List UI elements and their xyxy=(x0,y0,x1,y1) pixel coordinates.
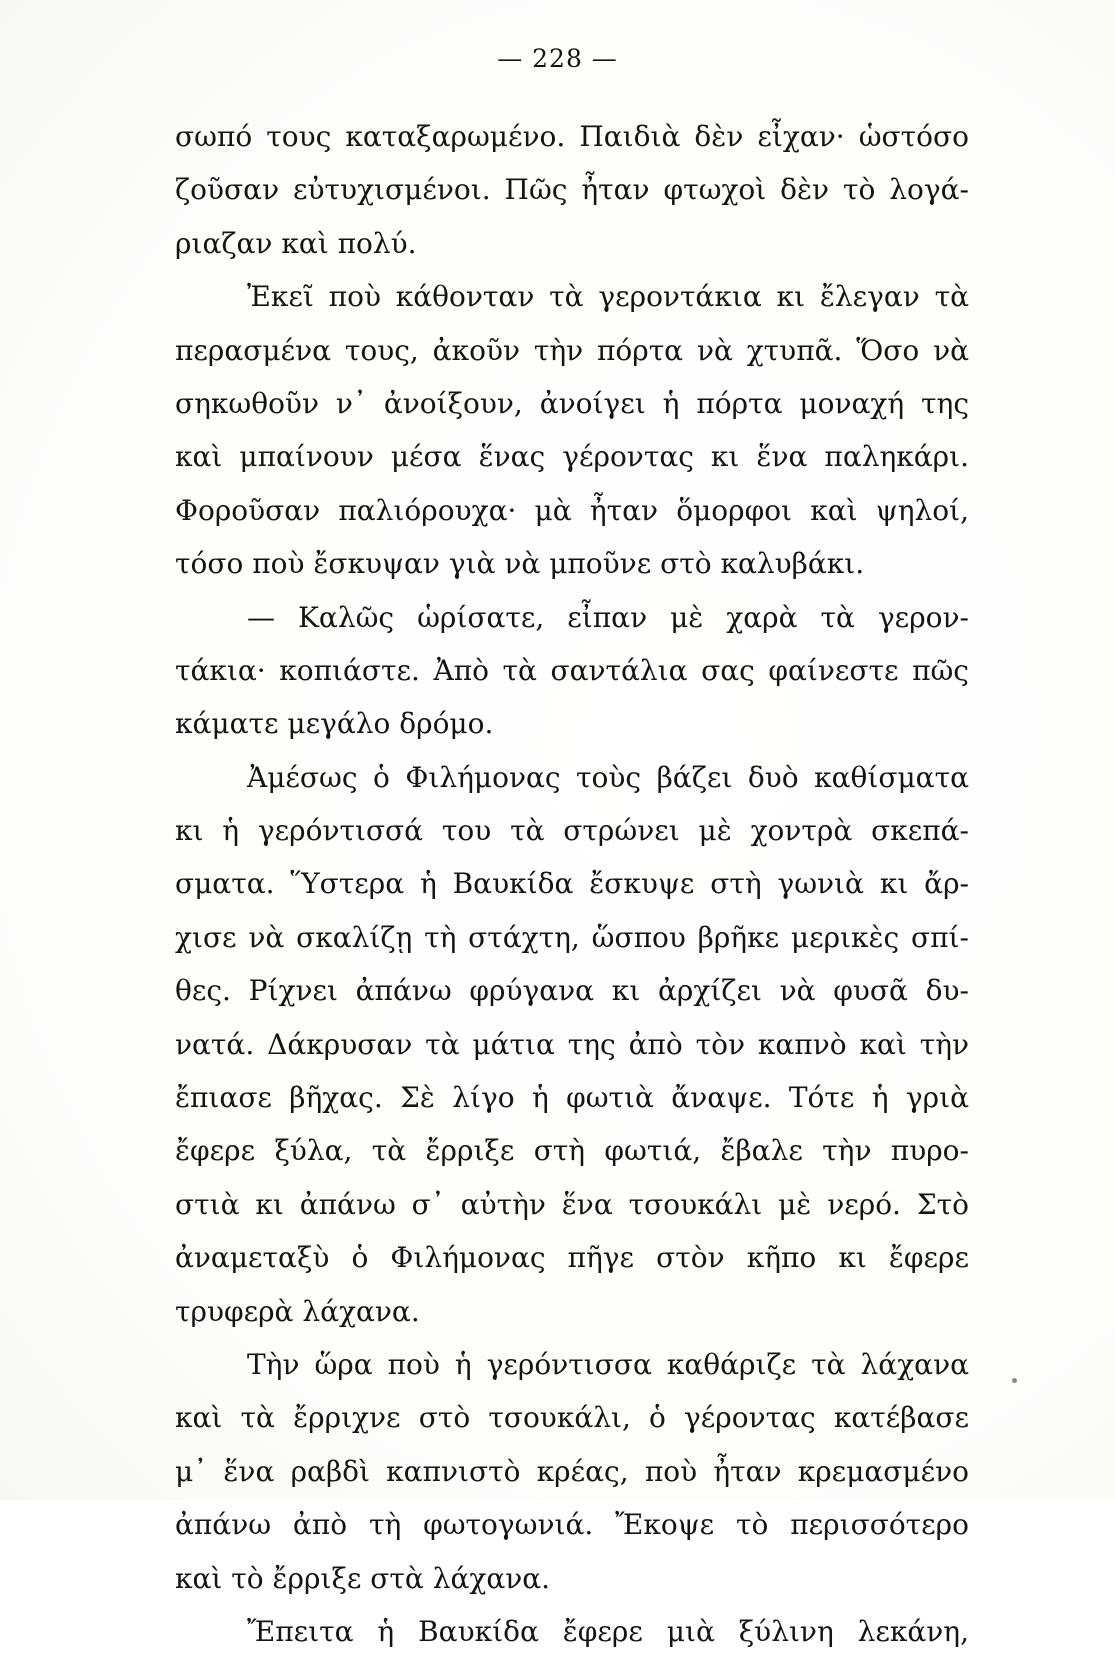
text-line: ἀναμεταξὺ ὁ Φιλήμονας πῆγε στὸν κῆπο κι ἔφερε xyxy=(175,1241,969,1275)
text-line: ριαζαν καὶ πολύ. xyxy=(175,226,417,260)
text-line: τάκια· κοπιάστε. Ἀπὸ τὰ σαντάλια σας φαίνεστε πῶς xyxy=(175,653,969,687)
text-line: Ἀμέσως ὁ Φιλήμονας τοὺς βάζει δυὸ καθίσματα xyxy=(247,760,969,794)
text-line: ἔφερε ξύλα, τὰ ἔρριξε στὴ φωτιά, ἔβαλε τὴν πυρο- xyxy=(175,1134,969,1168)
text-line: σωπό τους καταξαρωμένο. Παιδιὰ δὲν εἶχαν· ὡστόσο xyxy=(175,120,969,153)
text-line: καὶ μπαίνουν μέσα ἕνας γέροντας κι ἕνα παληκάρι. xyxy=(175,440,969,474)
text-line: Φοροῦσαν παλιόρουχα· μὰ ἦταν ὅμορφοι καὶ ψηλοί, xyxy=(175,493,969,527)
text-line: Ἔπειτα ἡ Βαυκίδα ἔφερε μιὰ ξύλινη λεκάνη, xyxy=(247,1614,969,1648)
text-line: σματα. Ὕστερα ἡ Βαυκίδα ἔσκυψε στὴ γωνιὰ κι ἄρ- xyxy=(175,867,969,901)
text-line: μ᾿ ἕνα ραβδὶ καπνιστὸ κρέας, ποὺ ἦταν κρεμασμένο xyxy=(175,1454,969,1488)
text-line: τόσο ποὺ ἔσκυψαν γιὰ νὰ μποῦνε στὸ καλυβάκι. xyxy=(175,547,865,581)
text-line: τρυφερὰ λάχανα. xyxy=(175,1294,420,1328)
body-text xyxy=(175,110,969,1658)
text-line: Τὴν ὥρα ποὺ ἡ γερόντισσα καθάριζε τὰ λάχανα xyxy=(247,1347,969,1381)
text-line: καὶ τὸ ἔρριξε στὰ λάχανα. xyxy=(175,1561,551,1595)
text-line: θες. Ρίχνει ἀπάνω φρύγανα κι ἀρχίζει νὰ φυσᾶ δυ- xyxy=(175,974,969,1008)
text-line: — Καλῶς ὡρίσατε, εἶπαν μὲ χαρὰ τὰ γερον- xyxy=(247,600,969,634)
text-line: περασμένα τους, ἀκοῦν τὴν πόρτα νὰ χτυπᾶ. Ὅσο νὰ xyxy=(175,333,969,367)
text-line: στιὰ κι ἀπάνω σ᾿ αὐτὴν ἕνα τσουκάλι μὲ νερό. Στὸ xyxy=(175,1187,969,1221)
text-line: ζοῦσαν εὐτυχισμένοι. Πῶς ἦταν φτωχοὶ δὲν τὸ λογά- xyxy=(175,173,969,207)
text-line: σηκωθοῦν ν᾿ ἀνοίξουν, ἀνοίγει ἡ πόρτα μοναχή της xyxy=(175,386,969,420)
text-line: νατά. Δάκρυσαν τὰ μάτια της ἀπὸ τὸν καπνὸ καὶ τὴν xyxy=(175,1027,969,1061)
text-line: Ἐκεῖ ποὺ κάθονταν τὰ γεροντάκια κι ἔλεγαν τὰ xyxy=(247,280,969,314)
text-line: ἔπιασε βῆχας. Σὲ λίγο ἡ φωτιὰ ἄναψε. Τότε ἡ γριὰ xyxy=(175,1081,969,1115)
page-number: — 228 — xyxy=(497,44,618,73)
text-line: ἀπάνω ἀπὸ τὴ φωτογωνιά. Ἔκοψε τὸ περισσότερο xyxy=(175,1508,969,1542)
text-line: χισε νὰ σκαλίζῃ τὴ στάχτη, ὥσπου βρῆκε μερικὲς σπί- xyxy=(175,920,969,954)
paper-speck xyxy=(1012,1378,1017,1383)
text-line: καὶ τὰ ἔρριχνε στὸ τσουκάλι, ὁ γέροντας κατέβασε xyxy=(175,1401,969,1435)
text-line: κι ἡ γερόντισσά του τὰ στρώνει μὲ χοντρὰ σκεπά- xyxy=(175,814,969,848)
text-line: κάματε μεγάλο δρόμο. xyxy=(175,707,494,741)
